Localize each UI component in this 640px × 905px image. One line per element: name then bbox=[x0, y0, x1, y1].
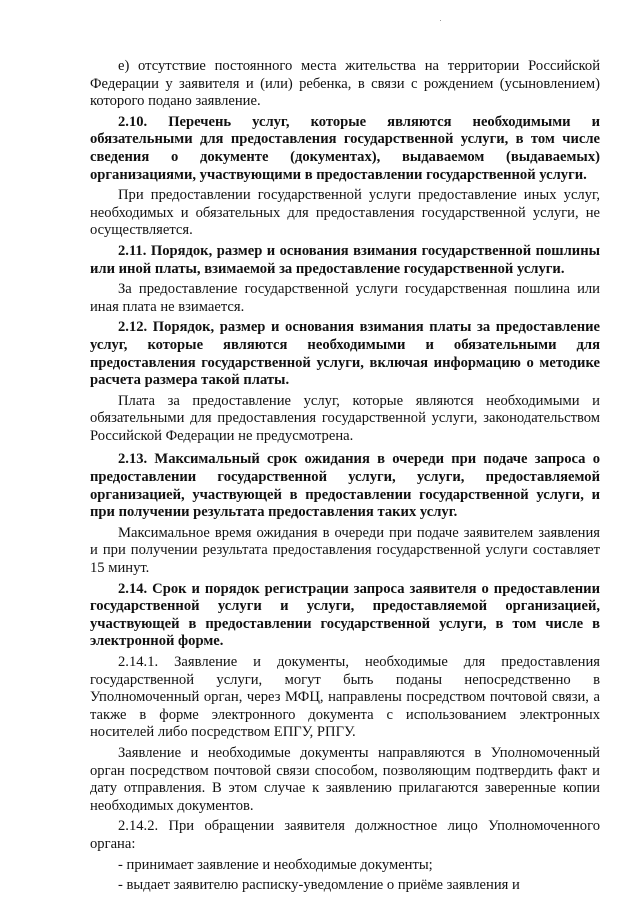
list-item: - принимает заявление и необходимые документы; bbox=[118, 856, 433, 873]
heading-2-14: 2.14. Срок и порядок регистрации запроса заявителя о предоставлении государственной услуги и услуги, предоставляемой организацией, участвующей в предоставлении государственной услуги, в том числе в электронной форме. bbox=[90, 580, 600, 650]
paragraph-2-11-body: За предоставление государственной услуги государственная пошлина или иная плата не взимается. bbox=[90, 281, 600, 315]
heading-2-10: 2.10. Перечень услуг, которые являются необходимыми и обязательными для предоставления государственной услуги, в том числе сведения о документе (документах), выдаваемом (выдаваемых) организациями, участвующими в предоставлении государственной услуги. bbox=[90, 113, 600, 183]
paragraph-2-14-1-postal: Заявление и необходимые документы направляются в Уполномоченный орган посредством почтовой связи способом, позволяющим подтвердить факт и дату отправления. В этом случае к заявлению прилагаются заверенные копии необходимых документов. bbox=[90, 744, 600, 814]
paragraph-2-14-1: 2.14.1. Заявление и документы, необходимые для предоставления государственной услуги, могут быть поданы непосредственно в Уполномоченный орган, через МФЦ, направлены посредством почтовой связи, а также в форме электронного документа с использованием электронных носителей либо посредством ЕПГУ, РПГУ. bbox=[90, 654, 600, 741]
heading-2-13: 2.13. Максимальный срок ожидания в очереди при подаче запроса о предоставлении государственной услуги, услуги, предоставляемой организацией, участвующей в предоставлении государственной услуги, и при получении результата предоставления таких услуг. bbox=[90, 451, 600, 521]
paragraph-2-13-body: Максимальное время ожидания в очереди при подаче заявителем заявления и при получении результата предоставления государственной услуги составляет 15 минут. bbox=[90, 524, 600, 577]
paragraph-2-12-body: Плата за предоставление услуг, которые являются необходимыми и обязательными для предоставления государственной услуги, законодательством Российской Федерации не предусмотрена. bbox=[90, 392, 600, 444]
paragraph-item-e: е) отсутствие постоянного места жительства на территории Российской Федерации у заявителя и (или) ребенка, в связи с рождением (усыновлением) которого подано заявление. bbox=[90, 58, 600, 110]
scan-speck bbox=[440, 20, 441, 21]
paragraph-2-10-body: При предоставлении государственной услуги предоставление иных услуг, необходимых и обязательных для предоставления государственной услуги, не осуществляется. bbox=[90, 187, 600, 239]
heading-2-11: 2.11. Порядок, размер и основания взимания государственной пошлины или иной платы, взимаемой за предоставление государственной услуги. bbox=[90, 242, 600, 277]
list-item: - выдает заявителю расписку-уведомление о приёме заявления и bbox=[118, 877, 520, 894]
heading-2-12: 2.12. Порядок, размер и основания взимания платы за предоставление услуг, которые являются необходимыми и обязательными для предоставления государственной услуги, включая информацию о методике расчета размера такой платы. bbox=[90, 319, 600, 389]
paragraph-2-14-2: 2.14.2. При обращении заявителя должностное лицо Уполномоченного органа: bbox=[90, 818, 600, 852]
